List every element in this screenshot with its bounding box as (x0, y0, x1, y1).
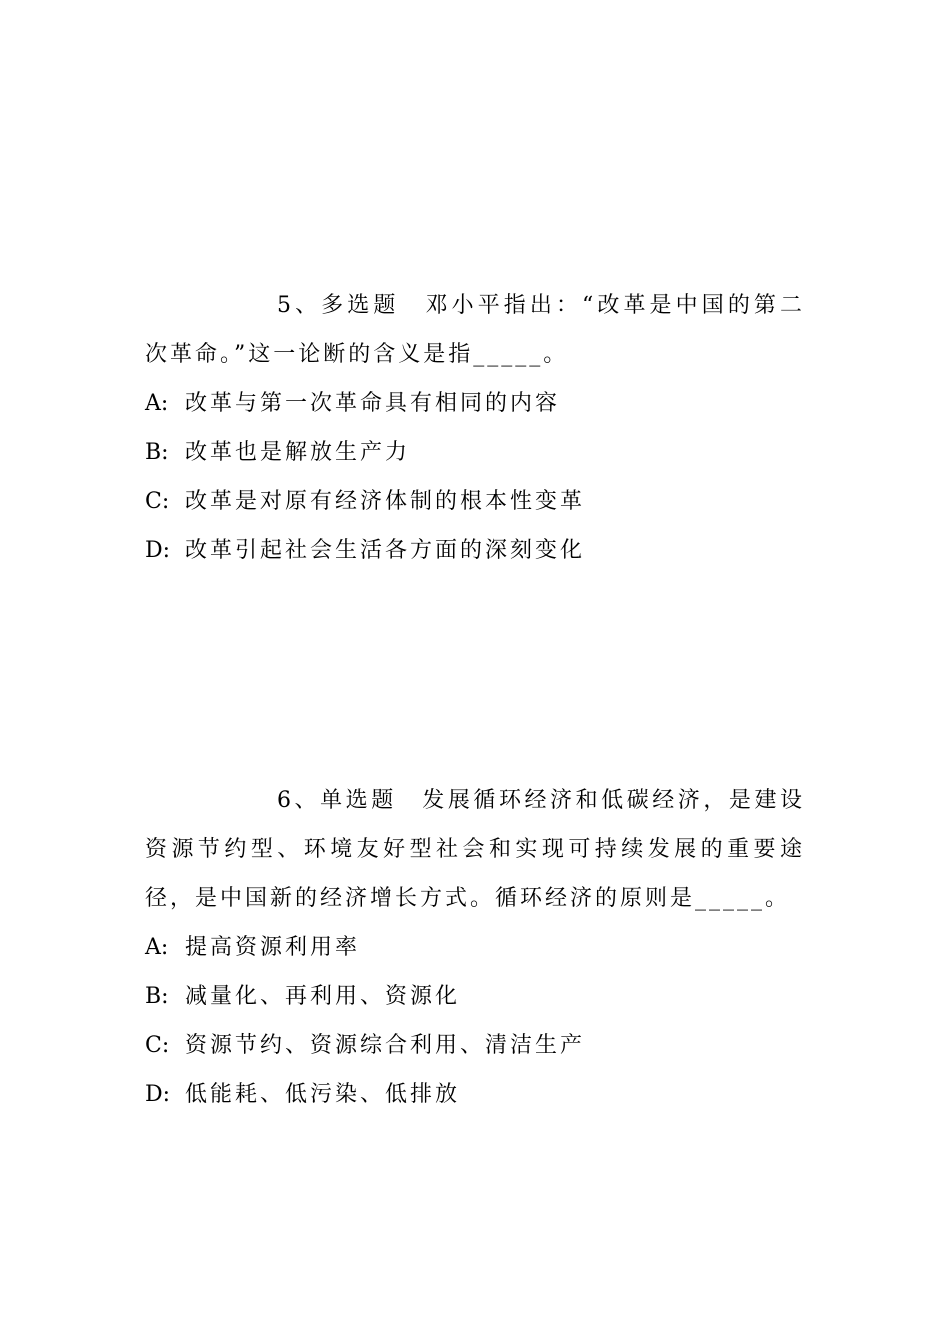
option-a (145, 923, 805, 972)
option-c (145, 1021, 805, 1070)
question-6 (145, 776, 805, 1119)
option-key: C: (145, 489, 170, 514)
option-key: D: (145, 538, 171, 563)
option-text: 改革引起社会生活各方面的深刻变化 (185, 538, 586, 563)
question-stem: 5、多选题 邓小平指出：“改革是中国的第二次革命。”这一论断的含义是指_____。 (145, 293, 805, 367)
option-b (145, 972, 805, 1021)
option-key: B: (145, 984, 169, 1009)
option-d (145, 526, 805, 575)
option-text: 减量化、再利用、资源化 (185, 984, 461, 1009)
question-stem: 6、单选题 发展循环经济和低碳经济，是建设资源节约型、环境友好型社会和实现可持续发展的重要途径，是中国新的经济增长方式。循环经济的原则是_____。 (145, 788, 805, 911)
option-text: 改革是对原有经济体制的根本性变革 (185, 489, 586, 514)
option-text: 资源节约、资源综合利用、清洁生产 (185, 1033, 586, 1058)
option-text: 提高资源利用率 (185, 935, 361, 960)
option-text: 改革也是解放生产力 (185, 440, 411, 465)
option-key: A: (145, 391, 169, 416)
option-key: B: (145, 440, 169, 465)
option-key: C: (145, 1033, 170, 1058)
option-d (145, 1070, 805, 1119)
option-text: 低能耗、低污染、低排放 (185, 1082, 461, 1107)
question-5 (145, 281, 805, 575)
option-b (145, 428, 805, 477)
option-a (145, 379, 805, 428)
option-text: 改革与第一次革命具有相同的内容 (185, 391, 561, 416)
option-key: D: (145, 1082, 171, 1107)
option-key: A: (145, 935, 169, 960)
option-c (145, 477, 805, 526)
